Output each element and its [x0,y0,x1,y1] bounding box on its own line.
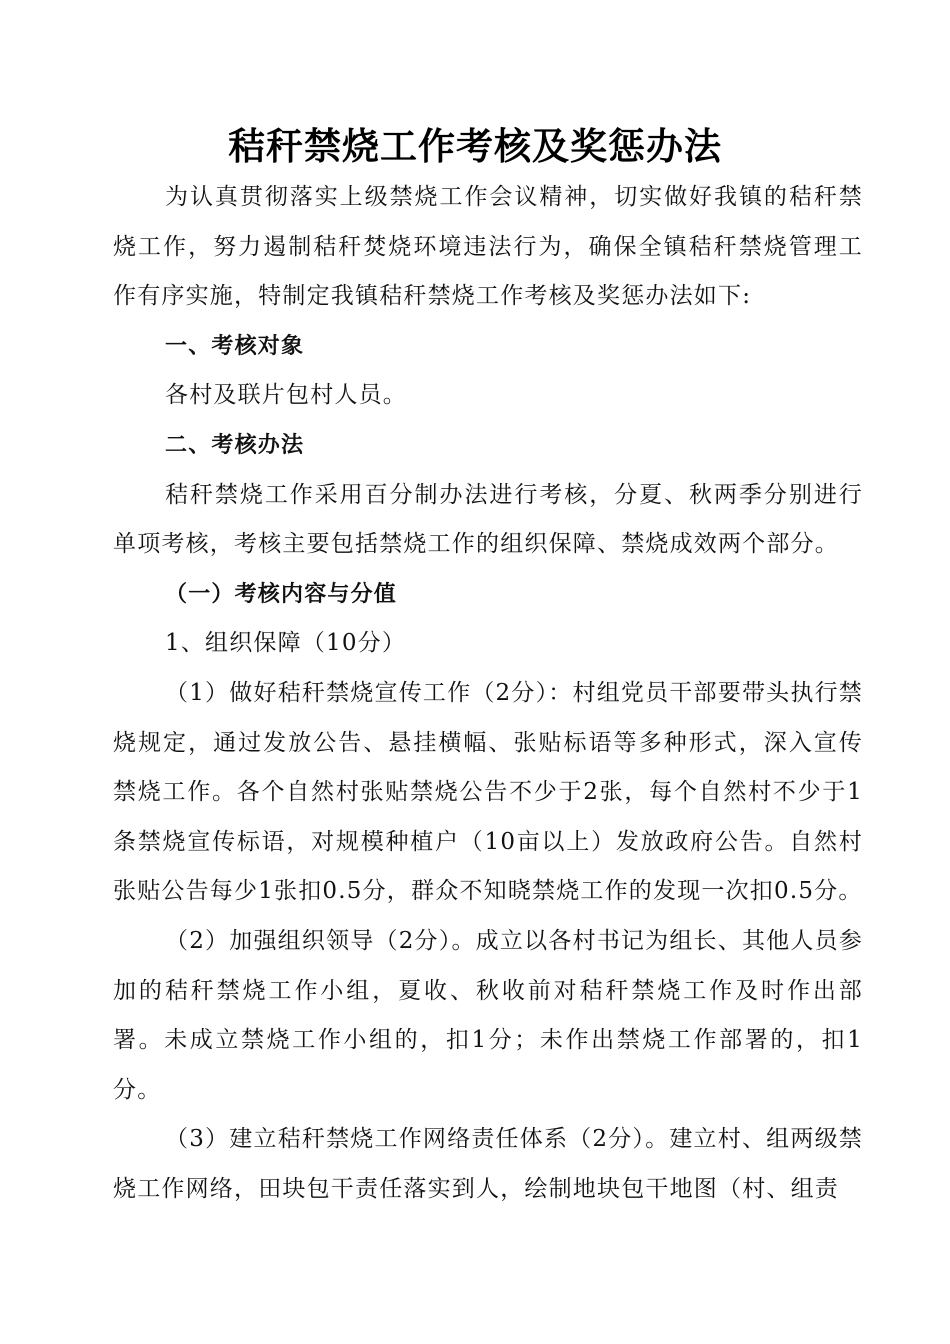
section-text-assessment-method: 秸秆禁烧工作采用百分制办法进行考核，分夏、秋两季分别进行单项考核，考核主要包括禁烧工作的组织保障、禁烧成效两个部分。 [113,481,863,558]
section-text-assessment-target: 各村及联片包村人员。 [165,382,407,409]
document-title: 秸秆禁烧工作考核及奖惩办法 [228,124,722,168]
section-heading-assessment-method: 二、考核办法 [165,432,305,458]
subsection-heading-content-scores: （一）考核内容与分值 [165,581,398,607]
item-paragraph-leadership: （2）加强组织领导（2分）。成立以各村书记为组长、其他人员参加的秸秆禁烧工作小组，夏收、秋收前对秸秆禁烧工作及时作出部署。未成立禁烧工作小组的，扣1分；未作出禁烧工作部署的，扣1分。 [113,927,863,1103]
item-paragraph-publicity: （1）做好秸秆禁烧宣传工作（2分）：村组党员干部要带头执行禁烧规定，通过发放公告、悬挂横幅、张贴标语等多种形式，深入宣传禁烧工作。各个自然村张贴禁烧公告不少于2张，每个自然村不少于1条禁烧宣传标语，对规模种植户（10亩以上）发放政府公告。自然村张贴公告每少1张扣0.5分，群众不知晓禁烧工作的发现一次扣0.5分。 [113,679,863,905]
item-paragraph-responsibility-network: （3）建立秸秆禁烧工作网络责任体系（2分）。建立村、组两级禁烧工作网络，田块包干责任落实到人，绘制地块包干地图（村、组责 [113,1126,863,1202]
document-body [113,173,863,1214]
item-heading-organization: 1、组织保障（10分） [165,630,407,657]
section-heading-assessment-target: 一、考核对象 [165,333,305,359]
intro-paragraph: 为认真贯彻落实上级禁烧工作会议精神，切实做好我镇的秸秆禁烧工作，努力遏制秸秆焚烧环境违法行为，确保全镇秸秆禁烧管理工作有序实施，特制定我镇秸秆禁烧工作考核及奖惩办法如下: [113,184,863,310]
